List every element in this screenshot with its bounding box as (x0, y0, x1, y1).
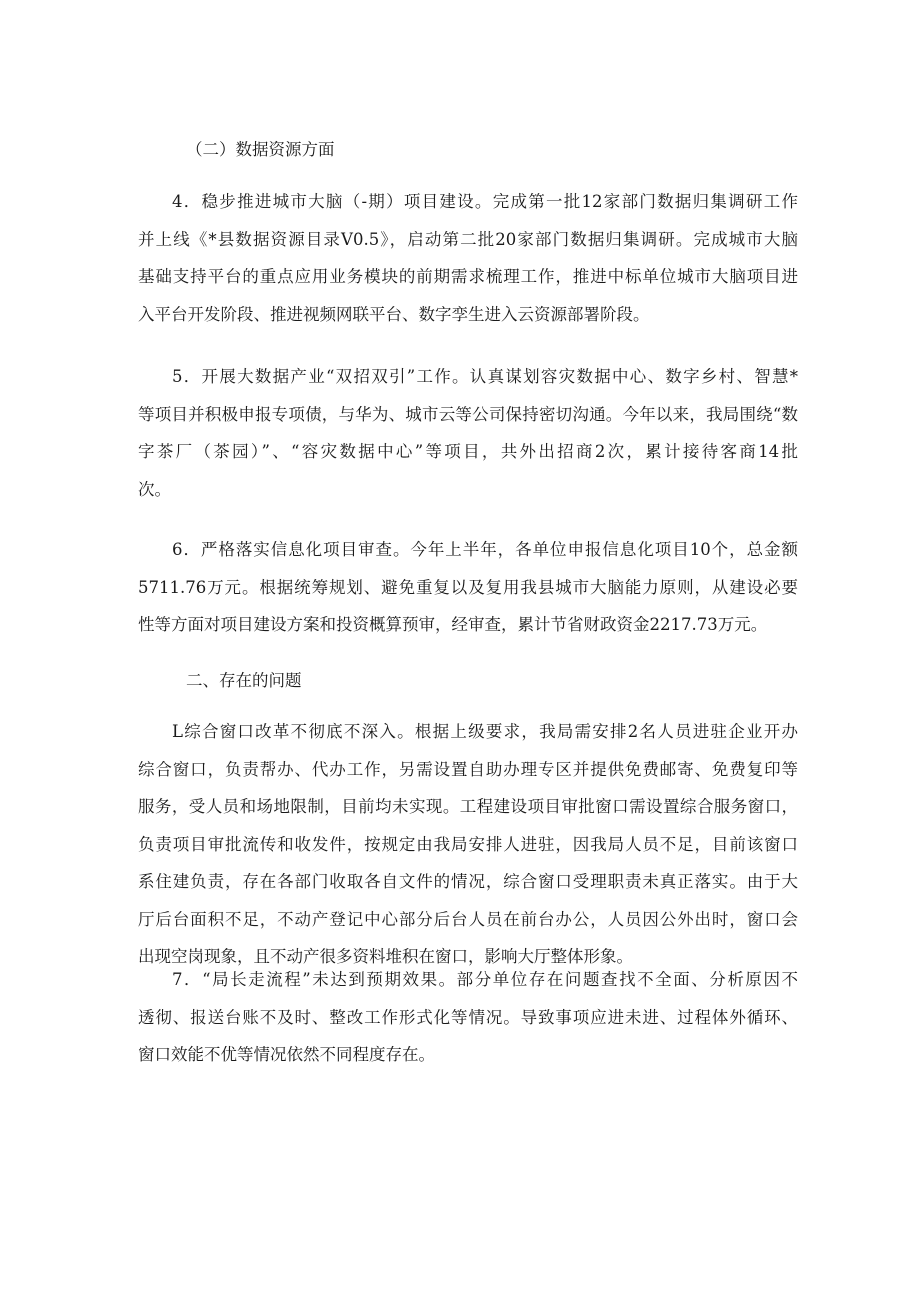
section-heading-problems: 二、存在的问题 (186, 671, 302, 690)
paragraph-line: 字茶厂（茶园）”、“容灾数据中心”等项目，共外出招商2次，累计接待客商14批 (138, 442, 798, 461)
paragraph-line: 厅后台面积不足，不动产登记中心部分后台人员在前台办公，人员因公外出时，窗口会 (138, 909, 798, 929)
paragraph-line: 7．“局长走流程”未达到预期效果。部分单位存在问题查找不全面、分析原因不 (172, 970, 798, 989)
paragraph-7 (138, 961, 798, 1074)
paragraph-line: 出现空岗现象，且不动产很多资料堆积在窗口，影响大厅整体形象。 (138, 947, 633, 966)
paragraph-line: 透彻、报送台账不及时、整改工作形式化等情况。导致事项应进未进、过程体外循环、 (138, 1007, 798, 1027)
paragraph-line: 负责项目审批流传和收发件，按规定由我局安排人进驻，因我局人员不足，目前该窗口 (138, 834, 798, 854)
paragraph-line: 服务，受人员和场地限制，目前均未实现。工程建设项目审批窗口需设置综合服务窗口， (138, 797, 798, 816)
paragraph-line: 等项目并积极申报专项债，与华为、城市云等公司保持密切沟通。今年以来，我局围绕“数 (138, 404, 798, 424)
paragraph-line: 并上线《*县数据资源目录V0.5》，启动第二批20家部门数据归集调研。完成城市大脑 (138, 229, 798, 249)
paragraph-line: 系住建负责，存在各部门收取各自文件的情况，综合窗口受理职责未真正落实。由于大 (138, 872, 798, 891)
paragraph-line: 5．开展大数据产业“双招双引”工作。认真谋划容灾数据中心、数字乡村、智慧* (172, 367, 798, 386)
paragraph-5 (138, 358, 798, 508)
paragraph-line: 综合窗口，负责帮办、代办工作，另需设置自助办理专区并提供免费邮寄、免费复印等 (138, 759, 798, 779)
paragraph-line: 4．稳步推进城市大脑（-期）项目建设。完成第一批12家部门数据归集调研工作 (172, 192, 798, 211)
paragraph-6 (138, 531, 798, 644)
paragraph-L (138, 713, 798, 976)
paragraph-line: 基础支持平台的重点应用业务模块的前期需求梳理工作，推进中标单位城市大脑项目进 (138, 267, 798, 286)
paragraph-line: 性等方面对项目建设方案和投资概算预审，经审查，累计节省财政资金2217.73万元。 (138, 615, 768, 634)
paragraph-line: 窗口效能不优等情况依然不同程度存在。 (138, 1045, 435, 1064)
paragraph-line: 次。 (138, 479, 171, 499)
paragraph-4 (138, 183, 798, 333)
paragraph-line: L综合窗口改革不彻底不深入。根据上级要求，我局需安排2名人员进驻企业开办 (172, 722, 798, 741)
section-heading-data-resources: （二）数据资源方面 (186, 140, 335, 159)
paragraph-line: 6．严格落实信息化项目审查。今年上半年，各单位申报信息化项目10个，总金额 (172, 540, 798, 559)
paragraph-line: 5711.76万元。根据统筹规划、避免重复以及复用我县城市大脑能力原则，从建设必要 (138, 577, 798, 597)
paragraph-line: 入平台开发阶段、推进视频网联平台、数字孪生进入云资源部署阶段。 (138, 304, 650, 324)
